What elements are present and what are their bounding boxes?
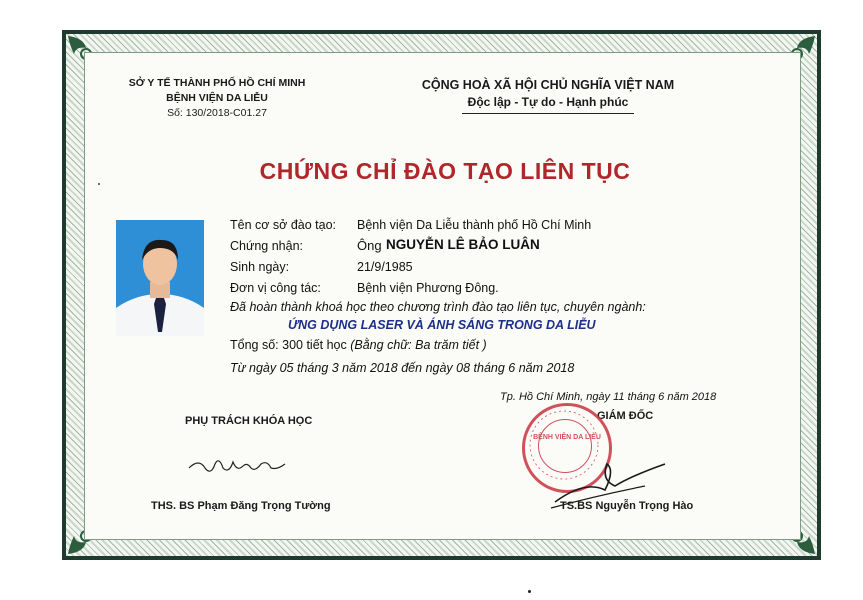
left-signer-title: PHỤ TRÁCH KHÓA HỌC bbox=[185, 415, 313, 427]
date-range: Từ ngày 05 tháng 3 năm 2018 đến ngày 08 tháng 6 năm 2018 bbox=[230, 361, 575, 375]
unit-value: Bệnh viện Phương Đông. bbox=[357, 281, 499, 295]
national-motto: Độc lập - Tự do - Hạnh phúc bbox=[467, 95, 629, 109]
completion-text: Đã hoàn thành khoá học theo chương trình đào tạo liên tục, chuyên ngành: bbox=[230, 300, 646, 314]
certificate-title: CHỨNG CHỈ ĐÀO TẠO LIÊN TỤC bbox=[259, 158, 631, 184]
total-hours bbox=[230, 338, 487, 352]
document-number: Số: 130/2018-C01.27 bbox=[167, 107, 267, 119]
left-signature-icon bbox=[185, 450, 295, 480]
motto-underline bbox=[462, 113, 634, 114]
hospital-name: BỆNH VIỆN DA LIỄU bbox=[166, 92, 268, 104]
recipient-name: NGUYỄN LÊ BẢO LUÂN bbox=[386, 237, 540, 252]
left-signer-name: THS. BS Phạm Đăng Trọng Tường bbox=[151, 500, 331, 512]
header-left bbox=[112, 76, 322, 121]
total-label: Tổng số: 300 tiết học bbox=[230, 338, 347, 352]
certify-prefix: Ông bbox=[357, 238, 382, 253]
department-name: SỞ Y TẾ THÀNH PHỐ HỒ CHÍ MINH bbox=[128, 77, 306, 89]
dob-label: Sinh ngày: bbox=[230, 260, 290, 274]
dot bbox=[98, 183, 100, 185]
right-signer-title: GIÁM ĐỐC bbox=[597, 410, 654, 422]
dob-value: 21/9/1985 bbox=[357, 260, 413, 274]
issue-date: Tp. Hồ Chí Minh, ngày 11 tháng 6 năm 2018 bbox=[500, 391, 717, 403]
total-words: (Bằng chữ: Ba trăm tiết ) bbox=[350, 338, 487, 352]
nation-name: CỘNG HOÀ XÃ HỘI CHỦ NGHĨA VIỆT NAM bbox=[421, 78, 675, 92]
portrait-photo bbox=[116, 220, 204, 336]
right-signer-name: TS.BS Nguyễn Trọng Hào bbox=[560, 500, 694, 512]
course-name: ỨNG DỤNG LASER VÀ ÁNH SÁNG TRONG DA LIỄU bbox=[288, 318, 596, 332]
unit-label: Đơn vị công tác: bbox=[230, 281, 321, 295]
certify-label: Chứng nhận: bbox=[230, 239, 304, 253]
stamp-center-text: BỆNH VIỆN DA LIỄU bbox=[533, 434, 601, 441]
institution-value: Bệnh viện Da Liễu thành phố Hồ Chí Minh bbox=[357, 218, 592, 232]
institution-label: Tên cơ sở đào tạo: bbox=[230, 218, 337, 232]
dot bbox=[528, 590, 531, 593]
